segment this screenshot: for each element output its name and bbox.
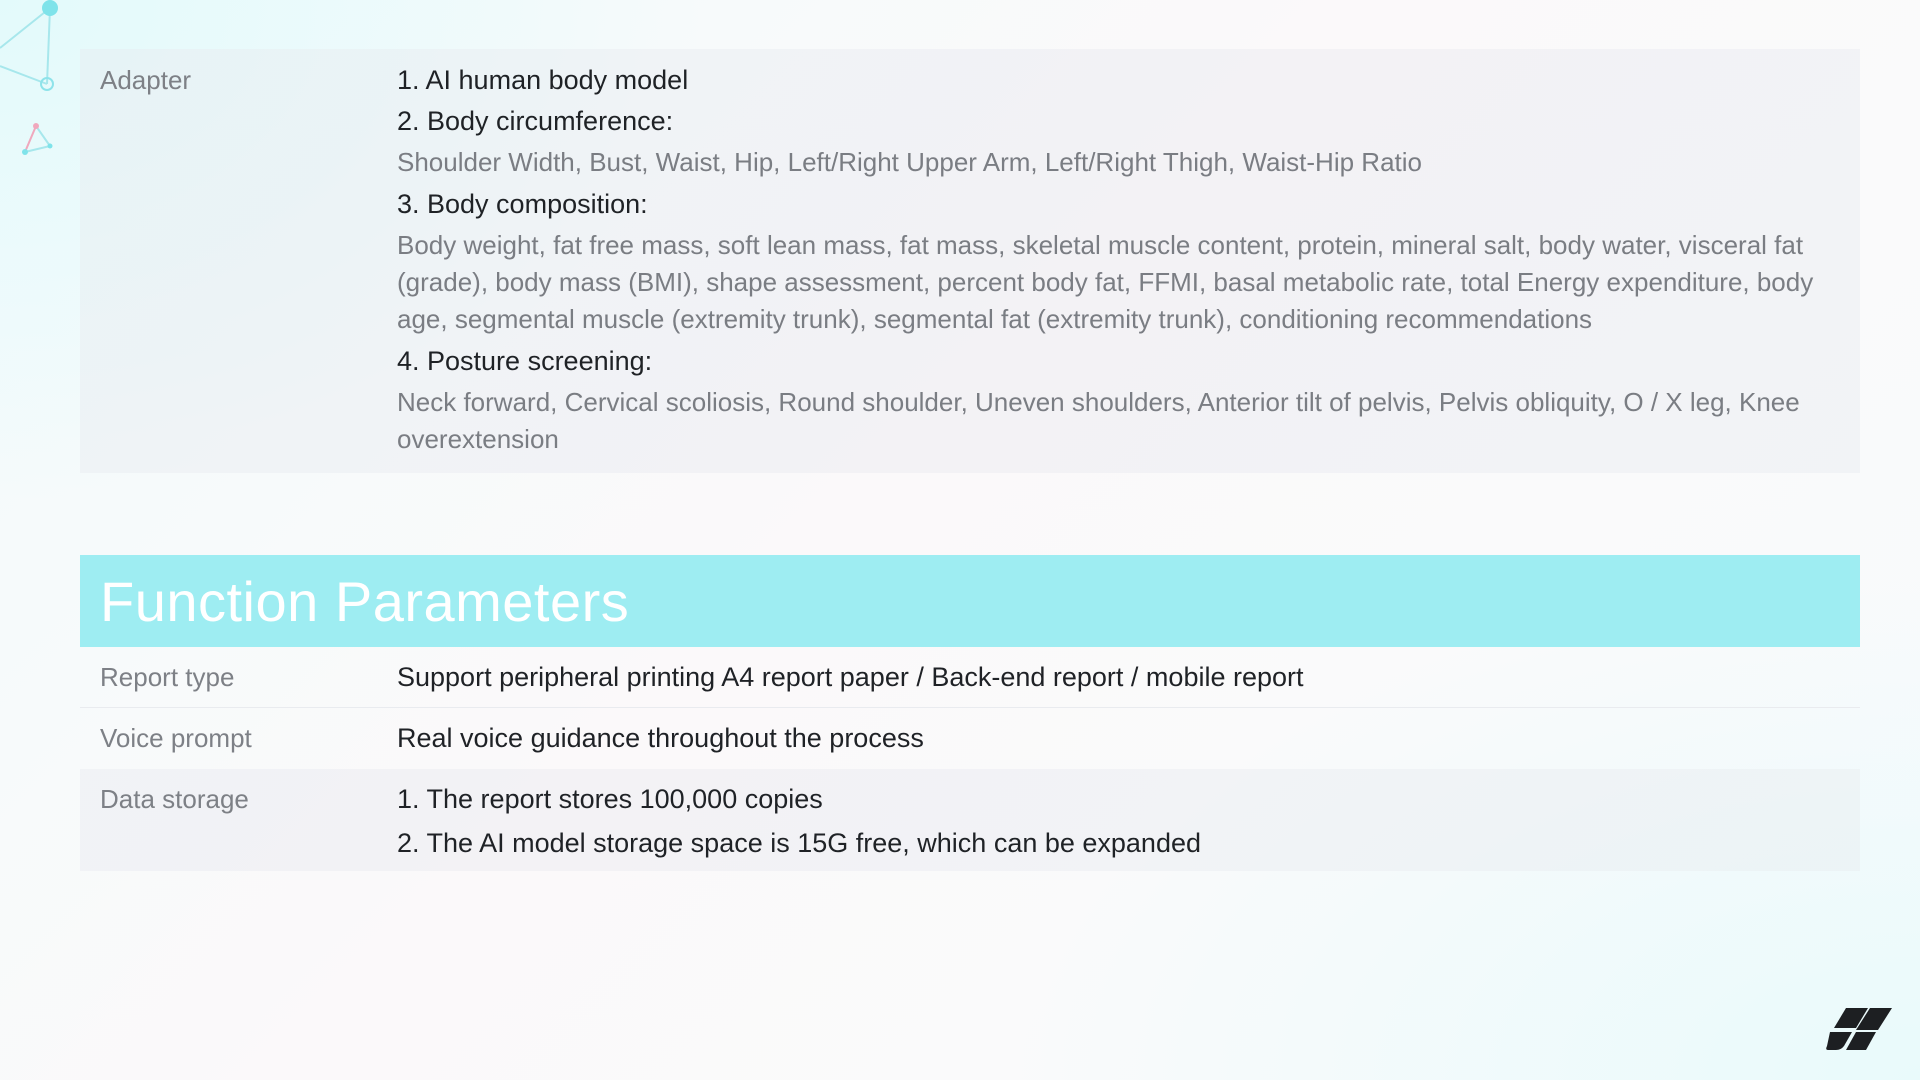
- item-detail: Body weight, fat free mass, soft lean mass, fat mass, skeletal muscle content, protein, mineral salt, body water, visceral fat (grade), body mass (BMI), shape assessment, percent body fat, FFMI, basal metabolic rate, total Energy expenditure, body age, segmental muscle (extremity trunk), segmental fat (extremity trunk), conditioning recommendations: [397, 230, 1814, 334]
- row-value: 1. The report stores 100,000 copies: [397, 784, 823, 814]
- adapter-row: [80, 49, 1860, 473]
- item-title: 3. Body composition:: [397, 189, 648, 219]
- row-label: Data storage: [100, 784, 249, 814]
- report-type-row: [80, 647, 1860, 708]
- row-value: Real voice guidance throughout the process: [397, 723, 924, 753]
- network-decoration-icon: [0, 0, 80, 170]
- section-header: [80, 555, 1860, 647]
- item-title: 2. Body circumference:: [397, 106, 674, 136]
- spec-content: [80, 49, 1860, 871]
- row-value: 2. The AI model storage space is 15G free, which can be expanded: [397, 828, 1202, 858]
- item-title: 4. Posture screening:: [397, 346, 653, 376]
- voice-prompt-row: [80, 708, 1860, 769]
- brand-logo-icon: [1826, 1006, 1892, 1052]
- item-detail: Shoulder Width, Bust, Waist, Hip, Left/Right Upper Arm, Left/Right Thigh, Waist-Hip Ratio: [397, 147, 1422, 177]
- adapter-value: [397, 62, 1860, 463]
- row-label: Report type: [100, 662, 235, 692]
- item-title: 1. AI human body model: [397, 65, 689, 95]
- item-detail: Neck forward, Cervical scoliosis, Round shoulder, Uneven shoulders, Anterior tilt of pelvis, Pelvis obliquity, O / X leg, Knee overextension: [397, 387, 1800, 454]
- data-storage-row: [80, 769, 1860, 871]
- row-label: Adapter: [100, 65, 192, 95]
- row-label: Voice prompt: [100, 723, 252, 753]
- section-title: Function Parameters: [100, 569, 630, 633]
- row-value: Support peripheral printing A4 report paper / Back-end report / mobile report: [397, 662, 1304, 692]
